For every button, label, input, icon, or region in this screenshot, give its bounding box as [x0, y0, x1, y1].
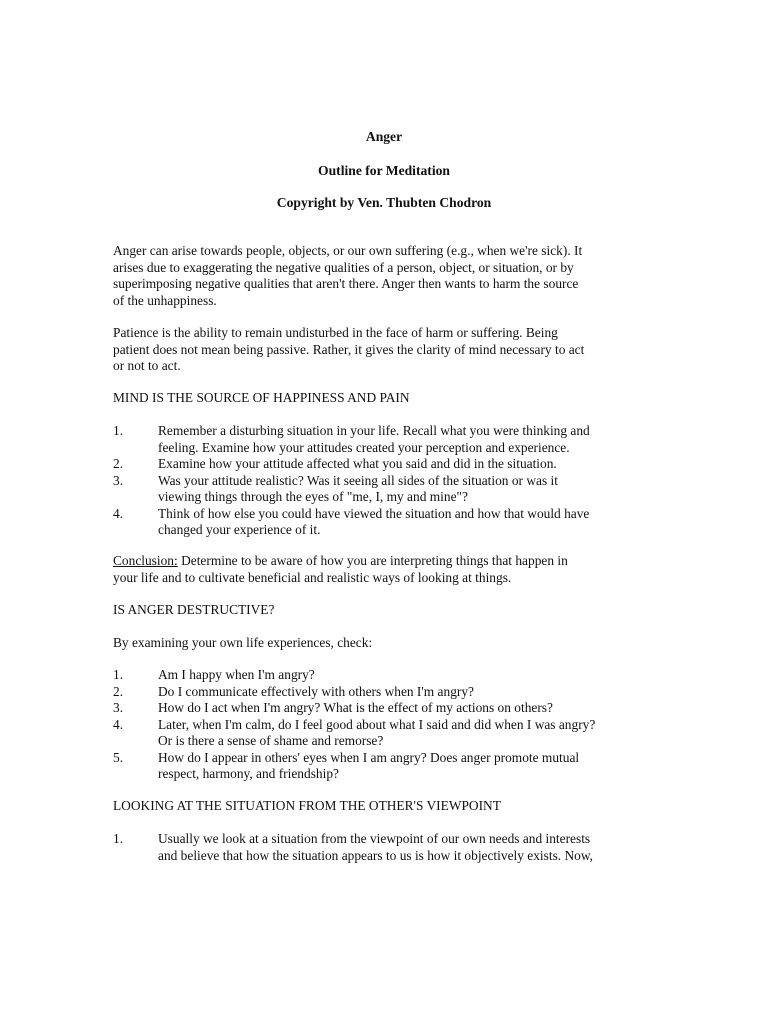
text-line: feeling. Examine how your attitudes created your perception and experience.	[158, 439, 570, 455]
text-line: Anger can arise towards people, objects, or our own suffering (e.g., when we're sick). It	[113, 243, 583, 258]
document-subtitle: Outline for Meditation	[318, 163, 450, 178]
list-number: 1.	[113, 667, 124, 682]
conclusion-text: Determine to be aware of how you are interpreting things that happen in	[177, 553, 568, 568]
text-line: and believe that how the situation appears to us is how it objectively exists. Now,	[158, 847, 593, 863]
text-line: Do I communicate effectively with others when I'm angry?	[158, 683, 474, 699]
copyright-line: Copyright by Ven. Thubten Chodron	[276, 195, 492, 210]
text-line: Think of how else you could have viewed the situation and how that would have	[158, 505, 590, 521]
text-line: viewing things through the eyes of "me, I, my and mine"?	[158, 489, 468, 504]
text-line: superimposing negative qualities that aren't there. Anger then wants to harm the source	[113, 276, 579, 291]
list-item	[113, 423, 673, 456]
text-line: How do I act when I'm angry? What is the effect of my actions on others?	[158, 700, 553, 715]
list-number: 1.	[113, 831, 124, 846]
text-line: changed your experience of it.	[158, 522, 321, 537]
list-item	[113, 831, 673, 864]
text-line: How do I appear in others' eyes when I am angry? Does anger promote mutual	[158, 749, 580, 765]
text-line: Am I happy when I'm angry?	[158, 667, 315, 682]
list-number: 3.	[113, 700, 124, 715]
destructive-list	[113, 667, 673, 783]
text-line: or not to act.	[113, 358, 181, 373]
list-item	[113, 667, 673, 684]
text-line: Or is there a sense of shame and remorse?	[158, 733, 384, 748]
text-line: Usually we look at a situation from the viewpoint of our own needs and interests	[158, 831, 591, 846]
list-item	[113, 456, 673, 473]
mind-list	[113, 423, 673, 539]
intro-paragraph-1	[113, 243, 658, 309]
section-heading-viewpoint: LOOKING AT THE SITUATION FROM THE OTHER'S VIEWPOINT	[113, 798, 501, 813]
list-number: 4.	[113, 716, 124, 732]
text-line: respect, harmony, and friendship?	[158, 766, 339, 781]
document-title: Anger	[365, 129, 403, 144]
text-line: your life and to cultivate beneficial and realistic ways of looking at things.	[113, 569, 512, 585]
section-heading-mind: MIND IS THE SOURCE OF HAPPINESS AND PAIN	[113, 390, 410, 405]
list-item	[113, 700, 673, 717]
list-item	[113, 750, 673, 783]
text-line: Examine how your attitude affected what you said and did in the situation.	[158, 456, 557, 471]
list-item	[113, 506, 673, 539]
section-heading-destructive: IS ANGER DESTRUCTIVE?	[113, 602, 275, 617]
text-line	[113, 553, 658, 570]
text-line: Patience is the ability to remain undisturbed in the face of harm or suffering. Being	[113, 325, 558, 340]
list-number: 5.	[113, 749, 124, 765]
text-line: arises due to exaggerating the negative qualities of a person, object, or situation, or by	[113, 259, 574, 275]
list-number: 3.	[113, 472, 124, 488]
conclusion-paragraph	[113, 553, 658, 586]
text-line: Remember a disturbing situation in your life. Recall what you were thinking and	[158, 423, 590, 438]
section-intro: By examining your own life experiences, check:	[113, 635, 373, 650]
text-line: Was your attitude realistic? Was it seeing all sides of the situation or was it	[158, 472, 558, 488]
list-item	[113, 473, 673, 506]
conclusion-label: Conclusion:	[113, 553, 178, 568]
list-number: 1.	[113, 423, 124, 438]
list-number: 4.	[113, 505, 124, 521]
list-item	[113, 717, 673, 750]
list-number: 2.	[113, 456, 124, 471]
viewpoint-list	[113, 831, 673, 864]
text-line: of the unhappiness.	[113, 292, 217, 308]
text-line: Later, when I'm calm, do I feel good about what I said and did when I was angry?	[158, 716, 596, 732]
list-number: 2.	[113, 683, 124, 699]
text-line: patient does not mean being passive. Rather, it gives the clarity of mind necessary to act	[113, 341, 585, 357]
list-item	[113, 684, 673, 701]
intro-paragraph-2	[113, 325, 658, 375]
